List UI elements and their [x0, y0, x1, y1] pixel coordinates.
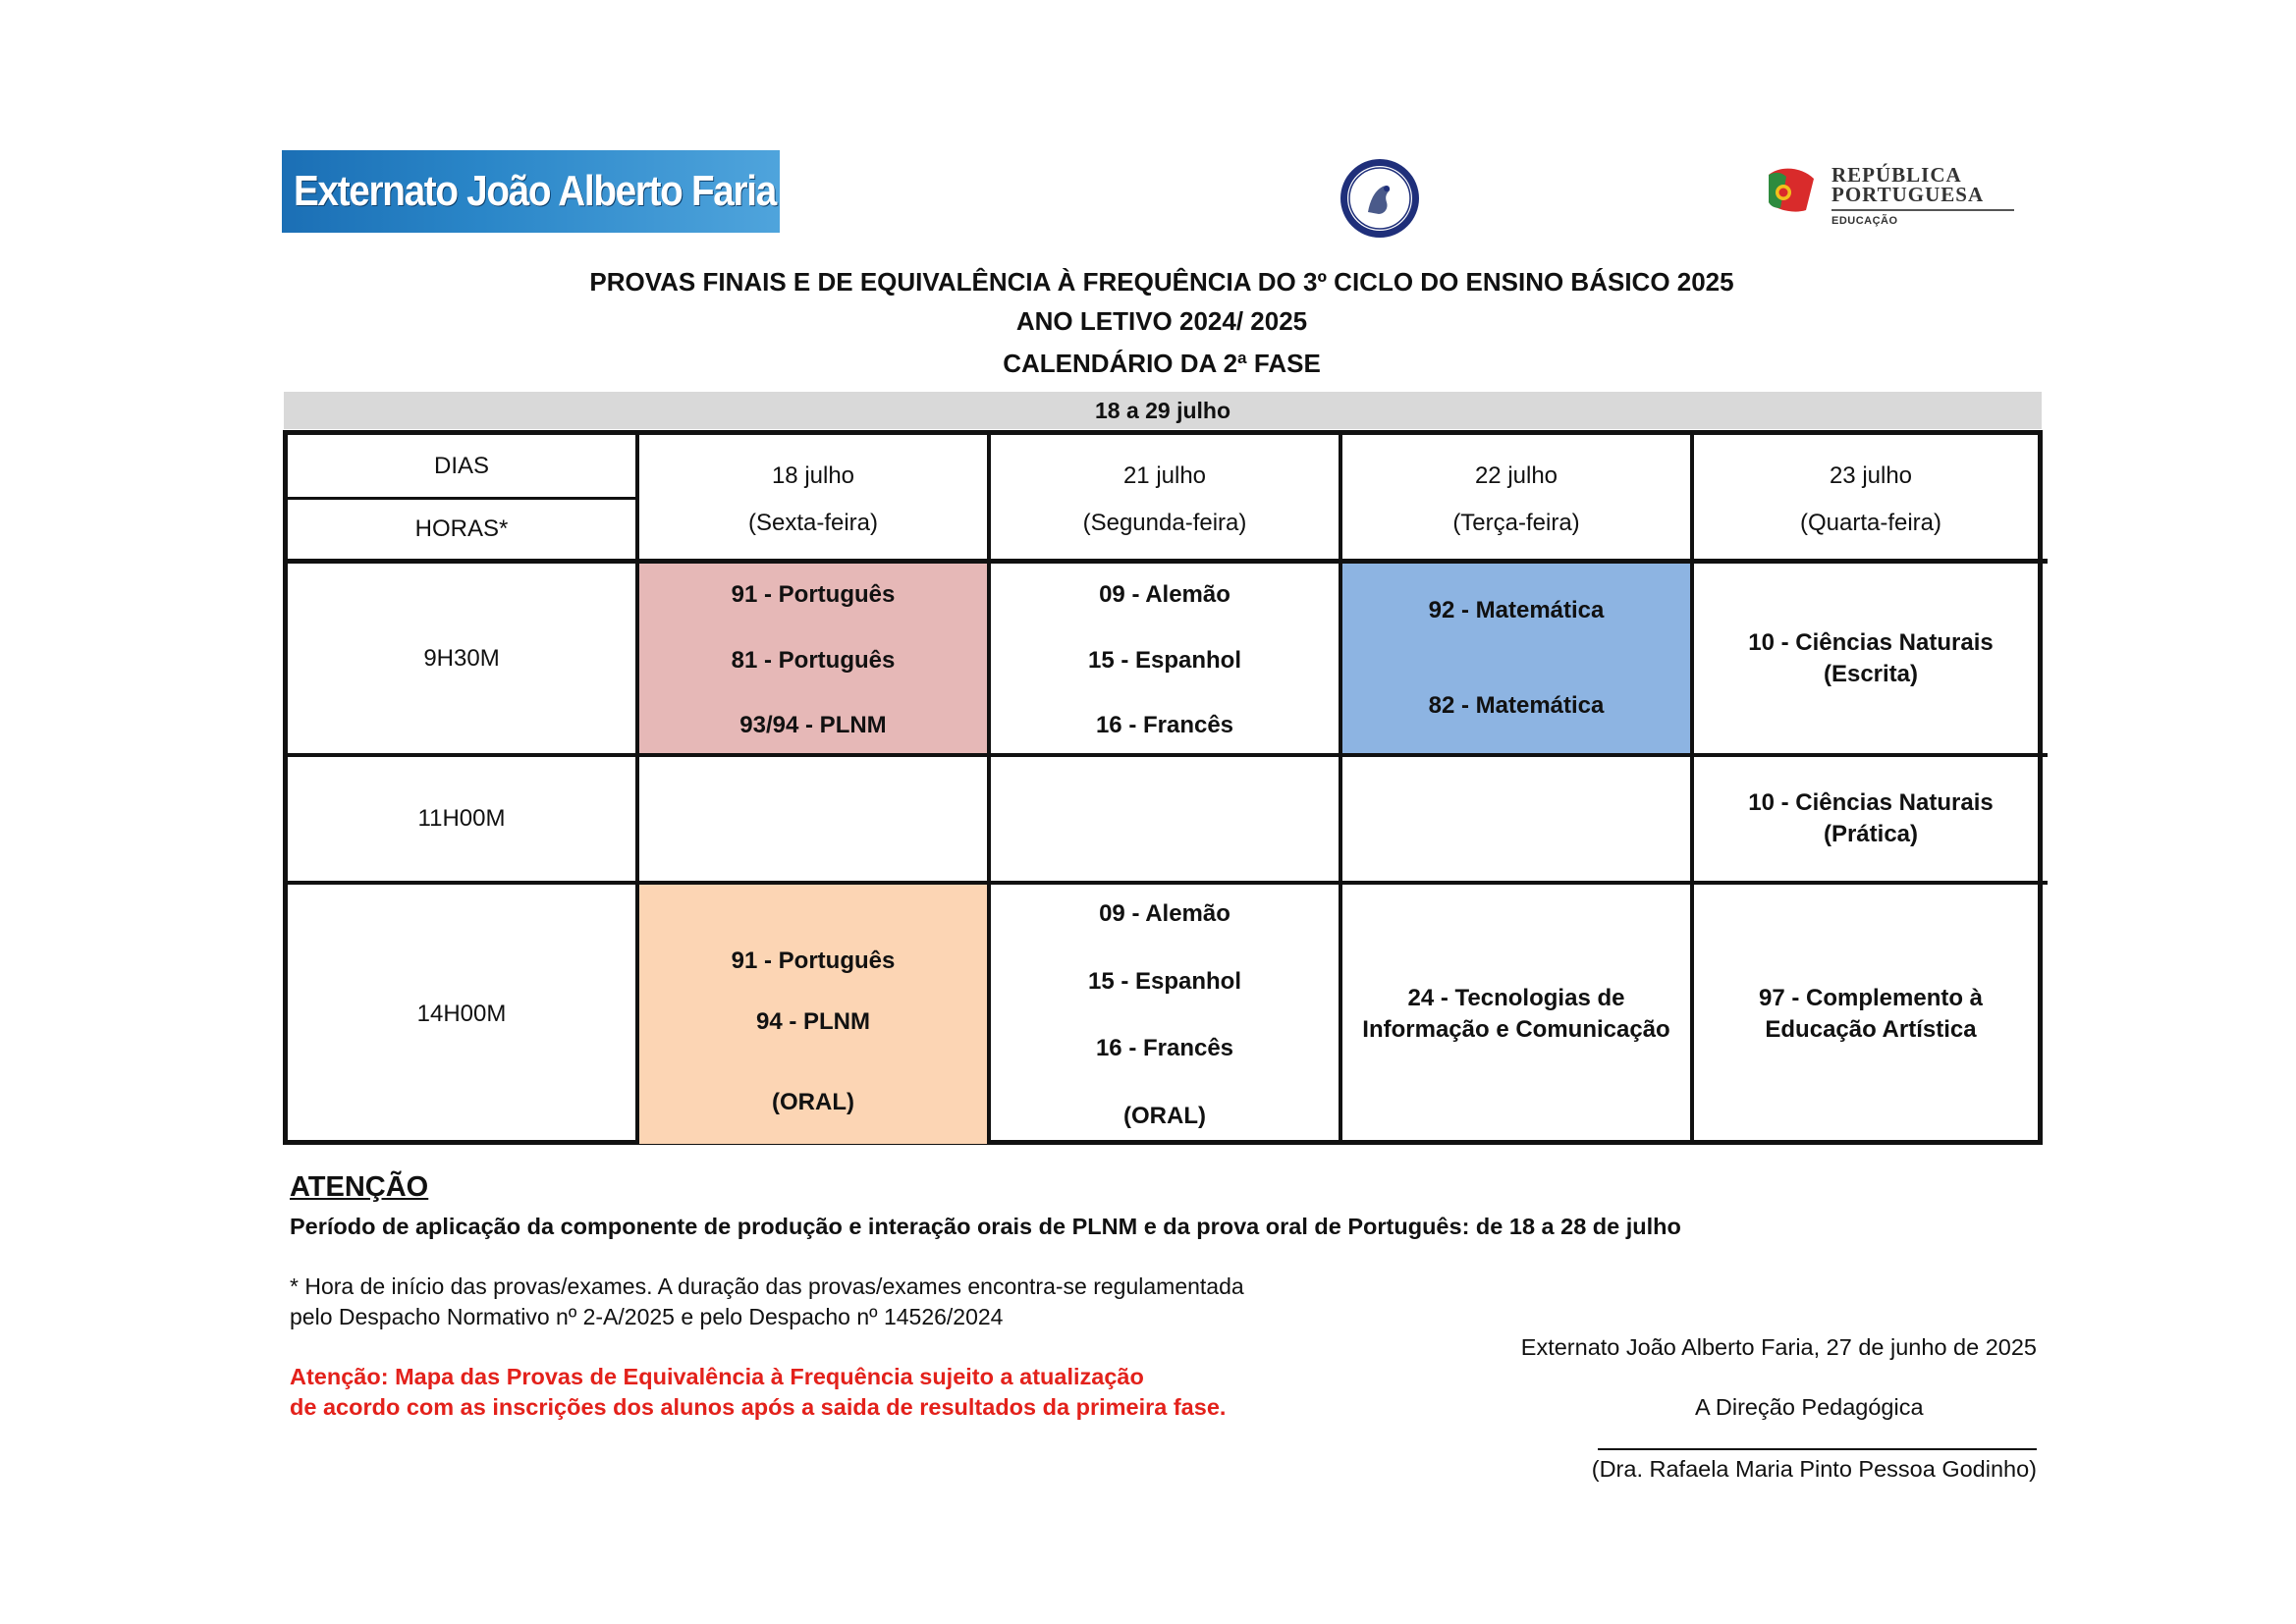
atencao-heading: ATENÇÃO — [290, 1171, 429, 1203]
document-title: PROVAS FINAIS E DE EQUIVALÊNCIA À FREQUÊNCIA DO 3º CICLO DO ENSINO BÁSICO 2025 — [589, 267, 1734, 297]
exam-schedule-table — [283, 430, 2043, 1145]
exam-entry: (ORAL) — [772, 1089, 854, 1115]
exam-entry: 93/94 - PLNM — [739, 712, 887, 738]
warning-line: Atenção: Mapa das Provas de Equivalência à Frequência sujeito a atualização — [290, 1364, 1144, 1389]
logo-divider — [1831, 209, 2014, 211]
place-date: Externato João Alberto Faria, 27 de junho de 2025 — [1520, 1334, 2037, 1360]
exam-cell — [1342, 885, 1694, 1144]
period-bar: 18 a 29 julho — [284, 392, 2042, 429]
exam-entry: Informação e Comunicação — [1362, 1016, 1670, 1043]
day-header-date: 23 julho — [1829, 462, 1913, 489]
time-slot-cell: 9H30M — [288, 564, 639, 757]
portugal-flag-icon — [1763, 165, 1818, 216]
exam-cell-empty — [639, 757, 991, 885]
school-year-title: ANO LETIVO 2024/ 2025 — [1015, 306, 1308, 336]
phase-title: CALENDÁRIO DA 2ª FASE — [1003, 349, 1321, 378]
time-slot-cell: 14H00M — [288, 885, 639, 1144]
exam-entry: 94 - PLNM — [755, 1008, 870, 1035]
exam-entry: (Prática) — [1823, 821, 1919, 847]
exam-entry: 10 - Ciências Naturais — [1748, 789, 1994, 816]
time-slot-cell: 11H00M — [288, 757, 639, 885]
day-header-weekday: (Sexta-feira) — [639, 500, 991, 564]
exam-entry: 09 - Alemão — [1099, 581, 1230, 608]
exam-cell-empty — [991, 757, 1342, 885]
exam-entry: (Escrita) — [1823, 660, 1919, 687]
day-header-date: 21 julho — [991, 435, 1342, 500]
signature-line — [1598, 1448, 2037, 1450]
portuguesa-text: PORTUGUESA — [1831, 183, 1985, 206]
school-logo — [282, 150, 780, 233]
exam-cell — [1694, 564, 2048, 757]
footnote-line: pelo Despacho Normativo nº 2-A/2025 e pelo Despacho nº 14526/2024 — [290, 1304, 1004, 1329]
department-name: A Direção Pedagógica — [1695, 1394, 1924, 1420]
day-header-date: 22 julho — [1342, 435, 1694, 500]
exam-cell — [991, 564, 1342, 757]
exam-cell — [1694, 885, 2048, 1144]
exam-entry: (ORAL) — [1123, 1102, 1206, 1129]
day-header-weekday: (Terça-feira) — [1342, 500, 1694, 564]
day-header-date: 18 julho — [639, 435, 991, 500]
exam-entry: 82 - Matemática — [1428, 692, 1605, 719]
exam-cell — [991, 885, 1342, 1144]
exam-entry: 15 - Espanhol — [1087, 967, 1242, 995]
footnote-line: * Hora de início das provas/exames. A duração das provas/exames encontra-se regulamentada — [290, 1273, 1244, 1299]
day-header-weekday: (Quarta-feira) — [1694, 500, 2048, 564]
exam-entry: 91 - Português — [731, 581, 896, 608]
exam-entry: Educação Artística — [1765, 1016, 1977, 1043]
exam-cell — [639, 885, 991, 1144]
horas-header: HORAS* — [288, 500, 639, 564]
warning-line: de acordo com as inscrições dos alunos após a saida de resultados da primeira fase. — [290, 1394, 1227, 1420]
republica-portuguesa-logo — [1763, 161, 2018, 232]
exam-entry: 91 - Português — [731, 947, 896, 974]
exam-entry: 16 - Francês — [1095, 712, 1234, 738]
day-header-weekday: (Segunda-feira) — [991, 500, 1342, 564]
educacao-text: EDUCAÇÃO — [1831, 215, 1898, 227]
exam-entry: 09 - Alemão — [1099, 900, 1230, 927]
oral-period-note: Período de aplicação da componente de produção e interação orais de PLNM e da prova oral de Português: de 18 a 28 de julho — [290, 1214, 1681, 1239]
exam-entry: 81 - Português — [731, 646, 896, 674]
exam-entry: 10 - Ciências Naturais — [1748, 628, 1994, 656]
exam-entry: 16 - Francês — [1095, 1035, 1234, 1062]
school-seal-icon — [1336, 157, 1424, 240]
exam-entry: 24 - Tecnologias de — [1407, 985, 1625, 1011]
dias-header: DIAS — [288, 435, 639, 500]
exam-entry: 92 - Matemática — [1428, 597, 1605, 623]
exam-cell-empty — [1342, 757, 1694, 885]
exam-cell — [1342, 564, 1694, 757]
exam-entry: 97 - Complemento à — [1758, 985, 1984, 1011]
signer-name: (Dra. Rafaela Maria Pinto Pessoa Godinho) — [1591, 1456, 2037, 1482]
exam-entry: 15 - Espanhol — [1087, 646, 1242, 674]
school-logo-text: Externato João Alberto Faria — [294, 167, 776, 215]
exam-cell — [639, 564, 991, 757]
republica-text: REPÚBLICA — [1831, 163, 1962, 187]
exam-cell — [1694, 757, 2048, 885]
